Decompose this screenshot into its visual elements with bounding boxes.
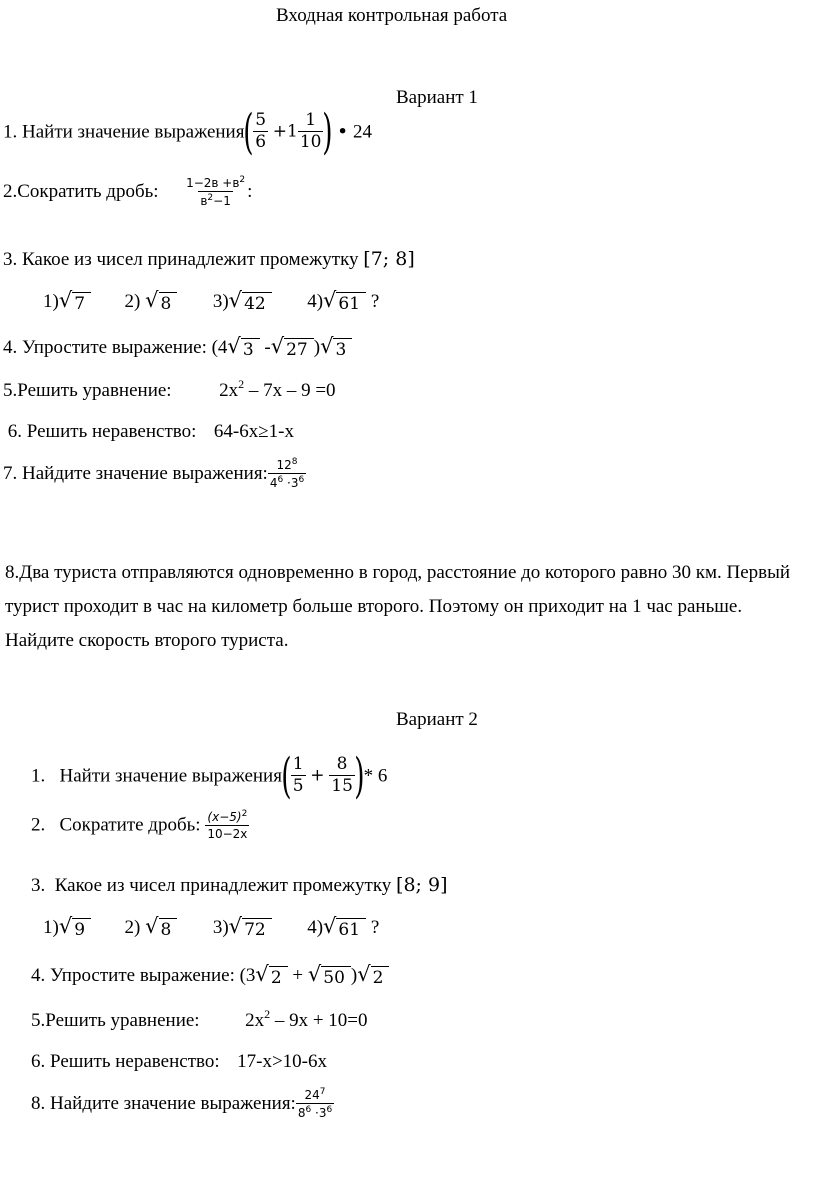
variant-2-heading: Вариант 2	[396, 709, 478, 730]
sqrt: √ 3	[320, 336, 352, 360]
option-3-label: 3)	[212, 291, 229, 312]
numerator	[275, 458, 300, 473]
sqrt: √ 27	[271, 336, 314, 360]
denominator: 10−2x	[207, 826, 248, 841]
v2-options	[43, 916, 379, 940]
fraction	[329, 756, 355, 796]
num-text: 1−2в +в	[186, 176, 240, 190]
fraction	[296, 1088, 334, 1119]
den-base-b: ·3	[311, 1105, 327, 1120]
exponent: 2	[207, 192, 214, 203]
option-4-label: 4)	[307, 291, 324, 312]
denominator: 10	[299, 132, 322, 152]
radicand: 7	[72, 292, 91, 314]
equation: 2x	[219, 380, 239, 401]
numerator: 1	[292, 754, 304, 775]
sqrt: √ 61	[323, 290, 366, 314]
left-paren: (	[243, 104, 254, 160]
exponent: 6	[277, 474, 284, 485]
radicand: 72	[242, 918, 272, 940]
radicand: 3	[333, 338, 352, 360]
v2-task-5	[31, 1008, 368, 1030]
inequality: 17-x>10-6x	[237, 1051, 327, 1072]
fraction	[205, 810, 249, 840]
v2-task-2-text: 2. Сократите дробь:	[31, 814, 201, 836]
radicand: 61	[336, 918, 366, 940]
plus-sign: +	[292, 965, 304, 986]
den-base-a: 8	[297, 1105, 306, 1120]
radicand: 2	[371, 966, 390, 988]
den-base-b: ·3	[283, 475, 299, 490]
equation-rest: – 9x + 10=0	[270, 1010, 368, 1031]
plus-sign: +	[310, 765, 325, 786]
v1-task-3	[3, 250, 415, 269]
sqrt: √ 61	[323, 916, 366, 940]
multiply-sign: *	[363, 765, 374, 787]
option-2-label: 2)	[124, 917, 141, 938]
interval: [8; 9]	[396, 874, 448, 896]
sqrt: √ 7	[59, 290, 91, 314]
radicand: 8	[159, 918, 178, 940]
v2-task-5-text: 5.Решить уравнение:	[31, 1010, 200, 1031]
sqrt: √ 2	[255, 964, 287, 988]
denominator	[268, 473, 306, 490]
exponent: 2	[241, 809, 248, 819]
left-paren: (	[281, 748, 292, 804]
radicand: 42	[242, 292, 272, 314]
v2-task-6	[31, 1052, 327, 1071]
sqrt: √ 3	[227, 336, 259, 360]
num-text: 24	[304, 1088, 320, 1102]
numerator: 5	[255, 110, 267, 131]
v2-task-3	[31, 876, 448, 895]
num-text: (x−5)	[207, 810, 242, 824]
inequality: 64-6x≥1-x	[213, 421, 294, 442]
denominator: 6	[255, 132, 267, 152]
fraction	[268, 458, 306, 489]
v1-task-2	[3, 176, 252, 207]
v1-task-1	[3, 104, 372, 160]
exponent: 2	[264, 1007, 271, 1021]
numerator: 1	[305, 110, 317, 131]
multiply-sign: •	[336, 120, 349, 143]
v2-task-2	[31, 810, 249, 840]
v2-task-6-text: 6. Решить неравенство:	[31, 1051, 220, 1072]
sqrt: √ 42	[229, 290, 272, 314]
v2-task-7	[31, 1088, 334, 1119]
v1-task-4-text: 4. Упростите выражение: (4	[3, 337, 228, 358]
den-tail: −1	[213, 193, 231, 208]
exponent: 2	[238, 377, 245, 391]
exponent: 6	[326, 1104, 333, 1115]
v2-task-3-text: 3. Какое из чисел принадлежит промежутку	[31, 875, 392, 896]
v2-task-1-text: 1. Найти значение выражения	[31, 765, 282, 787]
exponent: 2	[239, 175, 246, 185]
v1-task-5-text: 5.Решить уравнение:	[3, 380, 172, 401]
sqrt: √ 9	[59, 916, 91, 940]
v1-task-5	[3, 378, 336, 400]
close-paren: )	[350, 965, 358, 986]
fraction	[184, 176, 247, 207]
denominator: 5	[292, 776, 304, 796]
v1-options	[43, 290, 379, 314]
v2-task-7-text: 8. Найдите значение выражения:	[31, 1093, 296, 1115]
exponent: 6	[298, 474, 305, 485]
multiplier: 24	[352, 121, 372, 143]
option-1-label: 1)	[43, 291, 59, 312]
v1-task-7-text: 7. Найдите значение выражения:	[3, 463, 268, 485]
exponent: 6	[305, 1104, 312, 1115]
fraction	[291, 756, 306, 796]
numerator	[303, 1088, 328, 1103]
option-4-label: 4)	[307, 917, 324, 938]
option-3-label: 3)	[212, 917, 229, 938]
interval: [7; 8]	[363, 248, 415, 270]
den-text: в	[200, 193, 208, 208]
sqrt: √ 2	[357, 964, 389, 988]
exponent: 7	[319, 1087, 326, 1097]
question-mark: ?	[370, 917, 380, 938]
numerator	[184, 176, 247, 191]
right-paren: )	[354, 748, 365, 804]
v1-task-6	[3, 422, 294, 441]
numerator	[205, 810, 249, 825]
page-title: Входная контрольная работа	[276, 5, 508, 26]
plus-sign: +	[272, 121, 288, 142]
v1-task-6-text: 6. Решить неравенство:	[3, 421, 197, 442]
v1-task-7	[3, 458, 306, 489]
v1-task-3-text: 3. Какое из чисел принадлежит промежутку	[3, 249, 359, 270]
close-paren: )	[313, 337, 321, 358]
radicand: 50	[321, 966, 351, 988]
multiplier: 6	[377, 765, 388, 787]
denominator: 15	[331, 776, 353, 796]
fraction	[298, 112, 324, 152]
radicand: 8	[159, 292, 178, 314]
option-2-label: 2)	[124, 291, 141, 312]
colon: :	[247, 181, 253, 203]
v2-task-4-text: 4. Упростите выражение: (3	[31, 965, 256, 986]
sqrt: √ 72	[229, 916, 272, 940]
v1-task-8: 8.Два туриста отправляются одновременно в город, расстояние до которого равно 30 км. Первый турист проходит в час на километр больше второго. Поэтому он приходит на 1 час раньше. Найдите скорость второго туриста.	[5, 562, 791, 651]
minus-sign: -	[264, 337, 271, 358]
equation: 2x	[245, 1010, 265, 1031]
v2-task-4	[31, 964, 389, 988]
radicand: 3	[241, 338, 260, 360]
radicand: 2	[269, 966, 288, 988]
numerator: 8	[336, 754, 348, 775]
radicand: 27	[284, 338, 314, 360]
denominator	[296, 1103, 334, 1120]
sqrt: √ 8	[145, 916, 177, 940]
radicand: 61	[336, 292, 366, 314]
option-1-label: 1)	[43, 917, 59, 938]
den-base-a: 4	[269, 475, 278, 490]
variant-1-heading: Вариант 1	[396, 87, 478, 108]
denominator	[198, 191, 233, 208]
right-paren: )	[322, 104, 334, 160]
exponent: 8	[291, 457, 298, 467]
equation-rest: – 7x – 9 =0	[244, 380, 336, 401]
v1-task-1-text: 1. Найти значение выражения	[3, 121, 245, 143]
sqrt: √ 8	[145, 290, 177, 314]
sqrt: √ 50	[308, 964, 351, 988]
whole-part: 1	[287, 121, 298, 142]
fraction	[253, 112, 268, 152]
v1-task-4	[3, 336, 352, 360]
num-text: 12	[276, 458, 292, 472]
v1-task-2-text: 2.Сократить дробь:	[3, 181, 159, 203]
v2-task-1	[31, 748, 388, 804]
question-mark: ?	[370, 291, 380, 312]
radicand: 9	[72, 918, 91, 940]
